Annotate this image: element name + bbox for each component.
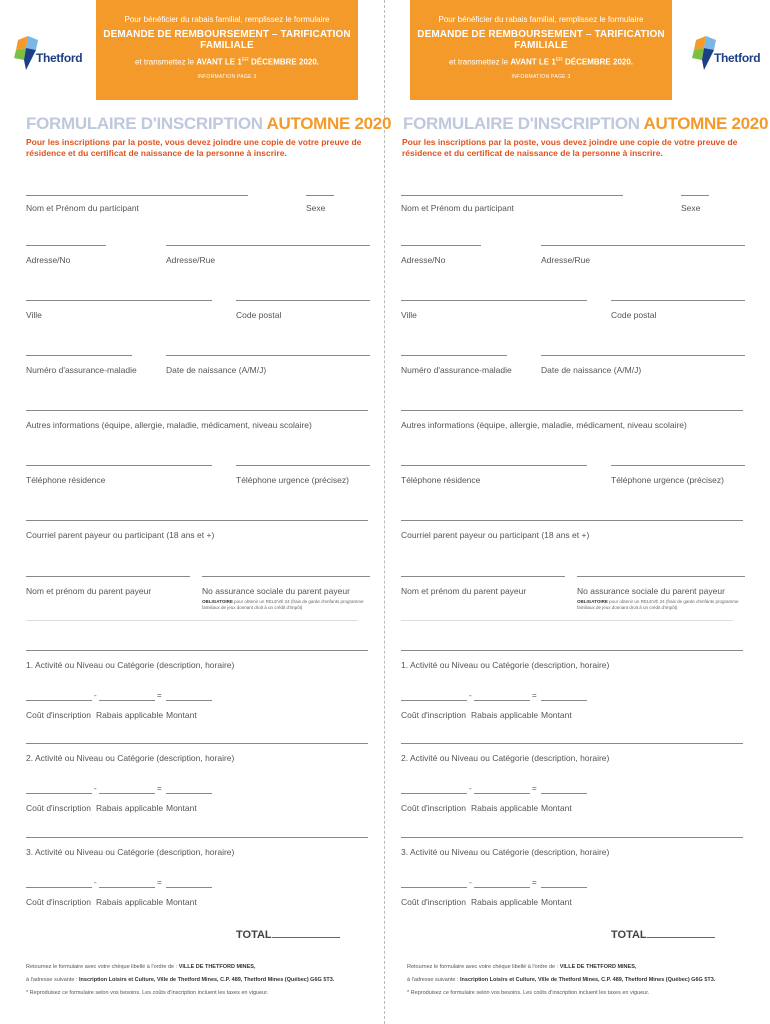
form-copy-right [385,0,770,1024]
autres-label: Autres informations (équipe, allergie, maladie, médicament, niveau scolaire) [401,420,687,430]
banner-line1: Pour bénéficier du rabais familial, remplissez le formulaire [124,15,330,24]
tel-res-field[interactable] [26,465,212,466]
parent-label: Nom et prénom du parent payeur [401,586,527,596]
footer-line1: Retournez le formulaire avec votre chèque libellé à l'ordre de : VILLE DE THETFORD MINES, [407,964,637,970]
ville-field[interactable] [26,300,212,301]
courriel-label: Courriel parent payeur ou participant (18 ans et +) [401,530,590,540]
thetford-logo [690,34,760,74]
cout2-field[interactable] [26,793,92,794]
form-title: FORMULAIRE D'INSCRIPTION AUTOMNE 2020 [403,114,769,133]
banner-line2: DEMANDE DE REMBOURSEMENT – TARIFICATION FAMILIALE [417,29,665,51]
naissance-field[interactable] [166,355,370,356]
adresse-rue-field[interactable] [541,245,745,246]
sexe-label: Sexe [306,203,326,213]
total: TOTAL [236,929,340,941]
montant2-field[interactable] [166,793,212,794]
nom-field[interactable] [401,195,623,196]
code-postal-label: Code postal [236,310,282,320]
cout-label: Coût d'inscription [401,710,466,720]
banner [410,0,672,100]
nas-label: No assurance sociale du parent payeur [202,586,350,596]
autres-label: Autres informations (équipe, allergie, maladie, médicament, niveau scolaire) [26,420,312,430]
activite3-label: 3. Activité ou Niveau ou Catégorie (description, horaire) [401,847,610,857]
activite3-field[interactable] [26,837,368,838]
tel-res-label: Téléphone résidence [26,475,106,485]
mail-notice: Pour les inscriptions par la poste, vous devez joindre une copie de votre preuve de résidence et du certificat de naissance de la personne à inscrire. [26,137,362,158]
cout3-field[interactable] [401,887,467,888]
montant1-field[interactable] [541,700,587,701]
activite1-label: 1. Activité ou Niveau ou Catégorie (description, horaire) [26,660,235,670]
autres-field[interactable] [26,410,368,411]
courriel-field[interactable] [401,520,743,521]
montant-label: Montant [541,710,572,720]
montant3-field[interactable] [541,887,587,888]
section-separator [26,620,358,621]
montant-label: Montant [166,803,197,813]
activite1-label: 1. Activité ou Niveau ou Catégorie (description, horaire) [401,660,610,670]
banner-line4: INFORMATION PAGE 3 [511,73,571,80]
montant-label: Montant [541,897,572,907]
naissance-field[interactable] [541,355,745,356]
banner-line3: et transmettez le AVANT LE 1ER DÉCEMBRE 2020. [134,57,320,67]
activite2-field[interactable] [401,743,743,744]
adresse-rue-label: Adresse/Rue [541,255,591,265]
ville-field[interactable] [401,300,587,301]
total-field[interactable] [272,929,340,938]
thetford-logo [12,34,82,74]
total: TOTAL [611,929,715,941]
equals-sign: = [157,784,162,793]
parent-field[interactable] [401,576,565,577]
equals-sign: = [157,691,162,700]
activite2-label: 2. Activité ou Niveau ou Catégorie (description, horaire) [26,753,235,763]
equals-sign: = [532,878,537,887]
cout-label: Coût d'inscription [26,897,91,907]
adresse-rue-field[interactable] [166,245,370,246]
tel-res-label: Téléphone résidence [401,475,481,485]
equals-sign: = [532,784,537,793]
rabais-label: Rabais applicable [471,897,539,907]
cout-label: Coût d'inscription [401,897,466,907]
mail-notice: Pour les inscriptions par la poste, vous devez joindre une copie de votre preuve de résidence et du certificat de naissance de la personne à inscrire. [402,137,738,158]
cout1-field[interactable] [401,700,467,701]
obligatoire-note: OBLIGATOIRE pour obtenir un RELEVÉ 24 (frais de garde d'enfants programme familiaux de jeux donnant droit à un crédit d'impôt) [577,599,739,610]
rabais-label: Rabais applicable [96,897,164,907]
nas-field[interactable] [577,576,745,577]
activite3-label: 3. Activité ou Niveau ou Catégorie (description, horaire) [26,847,235,857]
equals-sign: = [532,691,537,700]
banner-line4: INFORMATION PAGE 3 [197,73,257,80]
minus-sign: - [94,691,97,700]
nam-label: Numéro d'assurance-maladie [26,365,137,375]
nom-field[interactable] [26,195,248,196]
rabais-label: Rabais applicable [471,803,539,813]
tel-urg-field[interactable] [236,465,370,466]
nas-label: No assurance sociale du parent payeur [577,586,725,596]
cout-label: Coût d'inscription [26,803,91,813]
minus-sign: - [469,691,472,700]
cout1-field[interactable] [26,700,92,701]
courriel-label: Courriel parent payeur ou participant (18 ans et +) [26,530,215,540]
sexe-label: Sexe [681,203,701,213]
montant1-field[interactable] [166,700,212,701]
montant2-field[interactable] [541,793,587,794]
minus-sign: - [94,784,97,793]
rabais3-field[interactable] [474,887,530,888]
sexe-field[interactable] [681,195,709,196]
nam-field[interactable] [401,355,507,356]
activite1-field[interactable] [401,650,743,651]
montant-label: Montant [166,710,197,720]
logo-text: Thetford [714,51,761,65]
activite1-field[interactable] [26,650,368,651]
nom-label: Nom et Prénom du participant [401,203,514,213]
ville-label: Ville [401,310,417,320]
parent-field[interactable] [26,576,190,577]
rabais3-field[interactable] [99,887,155,888]
activite2-field[interactable] [26,743,368,744]
equals-sign: = [157,878,162,887]
footer-line3: * Reproduisez ce formulaire selon vos besoins. Les coûts d'inscription incluent les taxes en vigueur. [26,990,269,996]
code-postal-field[interactable] [611,300,745,301]
footer-line2: à l'adresse suivante : Inscription Loisirs et Culture, Ville de Thetford Mines, C.P. 489, Thetford Mines (Québec) G6G 5T3. [26,977,335,983]
nam-label: Numéro d'assurance-maladie [401,365,512,375]
sexe-field[interactable] [306,195,334,196]
adresse-no-label: Adresse/No [401,255,446,265]
courriel-field[interactable] [26,520,368,521]
tel-urg-label: Téléphone urgence (précisez) [236,475,349,485]
banner-line3: et transmettez le AVANT LE 1ER DÉCEMBRE 2020. [448,57,634,67]
montant3-field[interactable] [166,887,212,888]
banner-line2: DEMANDE DE REMBOURSEMENT – TARIFICATION FAMILIALE [103,29,351,51]
minus-sign: - [469,878,472,887]
naissance-label: Date de naissance (A/M/J) [541,365,642,375]
tel-urg-field[interactable] [611,465,745,466]
nas-field[interactable] [202,576,370,577]
code-postal-label: Code postal [611,310,657,320]
rabais2-field[interactable] [474,793,530,794]
rabais1-field[interactable] [474,700,530,701]
rabais-label: Rabais applicable [96,710,164,720]
ville-label: Ville [26,310,42,320]
autres-field[interactable] [401,410,743,411]
cout-label: Coût d'inscription [401,803,466,813]
montant-label: Montant [166,897,197,907]
form-title: FORMULAIRE D'INSCRIPTION AUTOMNE 2020 [26,114,392,133]
footer-line2: à l'adresse suivante : Inscription Loisirs et Culture, Ville de Thetford Mines, C.P. 489, Thetford Mines (Québec) G6G 5T3. [407,977,716,983]
activite2-label: 2. Activité ou Niveau ou Catégorie (description, horaire) [401,753,610,763]
rabais-label: Rabais applicable [96,803,164,813]
total-field[interactable] [647,929,715,938]
footer-line3: * Reproduisez ce formulaire selon vos besoins. Les coûts d'inscription incluent les taxes en vigueur. [407,990,650,996]
adresse-no-field[interactable] [401,245,481,246]
minus-sign: - [94,878,97,887]
code-postal-field[interactable] [236,300,370,301]
parent-label: Nom et prénom du parent payeur [26,586,152,596]
banner-line1: Pour bénéficier du rabais familial, remplissez le formulaire [438,15,644,24]
rabais-label: Rabais applicable [471,710,539,720]
montant-label: Montant [541,803,572,813]
rabais2-field[interactable] [99,793,155,794]
logo-text: Thetford [36,51,83,65]
cout3-field[interactable] [26,887,92,888]
tel-res-field[interactable] [401,465,587,466]
tel-urg-label: Téléphone urgence (précisez) [611,475,724,485]
rabais1-field[interactable] [99,700,155,701]
obligatoire-note: OBLIGATOIRE pour obtenir un RELEVÉ 24 (frais de garde d'enfants programme familiaux de jeux donnant droit à un crédit d'impôt) [202,599,364,610]
footer-line1: Retournez le formulaire avec votre chèque libellé à l'ordre de : VILLE DE THETFORD MINES, [26,964,256,970]
adresse-rue-label: Adresse/Rue [166,255,216,265]
section-separator [401,620,733,621]
nom-label: Nom et Prénom du participant [26,203,139,213]
nam-field[interactable] [26,355,132,356]
adresse-no-label: Adresse/No [26,255,71,265]
cout-label: Coût d'inscription [26,710,91,720]
adresse-no-field[interactable] [26,245,106,246]
naissance-label: Date de naissance (A/M/J) [166,365,267,375]
minus-sign: - [469,784,472,793]
banner [96,0,358,100]
cout2-field[interactable] [401,793,467,794]
activite3-field[interactable] [401,837,743,838]
